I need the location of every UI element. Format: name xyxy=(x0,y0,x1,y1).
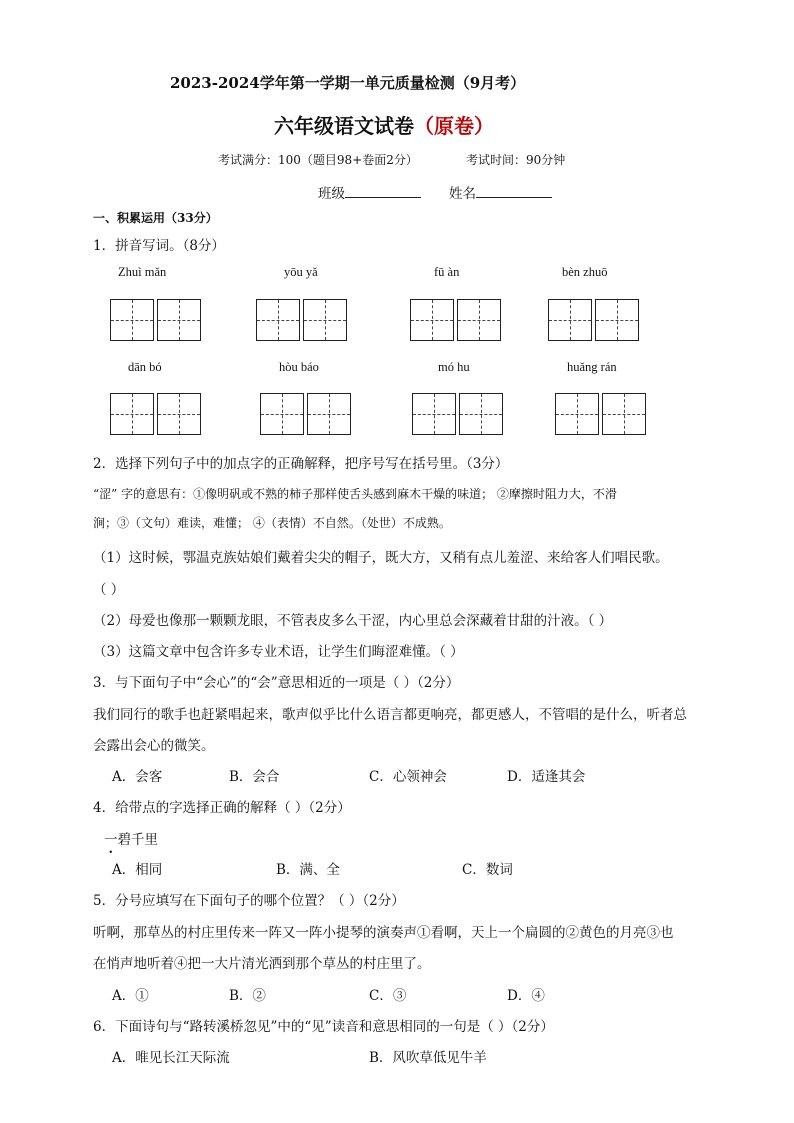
grid-cell[interactable] xyxy=(157,393,201,435)
q4-option-a[interactable]: A．相同 xyxy=(112,862,163,878)
q5-text-line1: 听啊，那草丛的村庄里传来一阵又一阵小提琴的演奏声①看啊，天上一个扁圆的②黄色的月亮③也 xyxy=(93,925,674,941)
grid-cell[interactable] xyxy=(457,299,501,341)
q2-item1: （1）这时候，鄂温克族姑娘们戴着尖尖的帽子，既大方，又稍有点儿羞涩、来给客人们唱民歌。 xyxy=(93,550,669,566)
dotted-character: 一 xyxy=(104,832,118,848)
grid-cell[interactable] xyxy=(307,393,351,435)
q3-option-a[interactable]: A．会客 xyxy=(112,769,163,785)
q4-option-c[interactable]: C．数词 xyxy=(462,862,513,878)
grid-cell[interactable] xyxy=(256,299,300,341)
grid-cell[interactable] xyxy=(459,393,503,435)
grid-cell[interactable] xyxy=(602,393,646,435)
name-label: 姓名 xyxy=(449,186,476,202)
q3-option-d[interactable]: D．适逢其会 xyxy=(507,769,586,785)
pinyin: hòu báo xyxy=(279,360,319,374)
q5-option-b[interactable]: B．② xyxy=(229,988,266,1004)
q2-meanings-line2: 涧；③（文句）难读，难懂； ④（表情）不自然。（处世）不成熟。 xyxy=(93,516,451,530)
q3-option-b[interactable]: B．会合 xyxy=(229,769,280,785)
answer-grid[interactable] xyxy=(260,393,351,435)
q6-option-b[interactable]: B．风吹草低见牛羊 xyxy=(369,1050,487,1066)
q1-stem: 1．拼音写词。（8分） xyxy=(93,238,225,254)
pinyin: mó hu xyxy=(438,360,470,374)
q4-word xyxy=(104,828,158,848)
class-blank[interactable] xyxy=(345,183,421,198)
grid-cell[interactable] xyxy=(157,299,201,341)
answer-grid[interactable] xyxy=(256,299,347,341)
q5-text-line2: 在悄声地听着④把一大片清光洒到那个草丛的村庄里了。 xyxy=(93,956,431,972)
pinyin: bèn zhuō xyxy=(562,265,608,279)
q5-option-c[interactable]: C．③ xyxy=(369,988,407,1004)
q5-stem: 5．分号应填写在下面句子的哪个位置？（ ）（2分） xyxy=(93,893,405,909)
score-info: 考试满分：100（题目98+卷面2分） xyxy=(218,153,418,167)
paper-title-tag: （原卷） xyxy=(414,114,494,138)
grid-cell[interactable] xyxy=(110,393,154,435)
answer-grid[interactable] xyxy=(410,299,501,341)
exam-title: 2023-2024学年第一学期一单元质量检测（9月考） xyxy=(170,74,526,92)
q4-option-b[interactable]: B．满、全 xyxy=(276,862,340,878)
q2-stem: 2．选择下列句子中的加点字的正确解释，把序号写在括号里。（3分） xyxy=(93,456,509,472)
q3-option-c[interactable]: C．心领神会 xyxy=(369,769,447,785)
answer-grid[interactable] xyxy=(412,393,503,435)
grid-cell[interactable] xyxy=(260,393,304,435)
q2-item1-answer[interactable]: （ ） xyxy=(93,582,125,598)
answer-grid[interactable] xyxy=(110,393,201,435)
q6-option-a[interactable]: A．唯见长江天际流 xyxy=(112,1050,230,1066)
q3-text-line1: 我们同行的歌手也赶紧唱起来，歌声似乎比什么语言都更响亮，都更感人，不管唱的是什么，听者总 xyxy=(93,707,687,723)
answer-grid[interactable] xyxy=(555,393,646,435)
answer-grid[interactable] xyxy=(110,299,201,341)
pinyin: fū àn xyxy=(434,265,460,279)
grid-cell[interactable] xyxy=(595,299,639,341)
paper-title-main: 六年级语文试卷 xyxy=(274,114,414,138)
q2-item2: （2）母爱也像那一颗颗龙眼，不管表皮多么干涩，内心里总会深藏着甘甜的汁液。（ ） xyxy=(93,613,613,629)
time-info: 考试时间：90分钟 xyxy=(466,153,566,167)
grid-cell[interactable] xyxy=(412,393,456,435)
grid-cell[interactable] xyxy=(410,299,454,341)
pinyin: yōu yǎ xyxy=(284,265,318,279)
pinyin: Zhuì mǎn xyxy=(118,265,167,279)
q4-word-rest: 碧千里 xyxy=(117,832,158,848)
q2-item3: （3）这篇文章中包含许多专业术语，让学生们晦涩难懂。（ ） xyxy=(93,644,464,660)
q5-option-a[interactable]: A．① xyxy=(112,988,149,1004)
name-blank[interactable] xyxy=(476,183,552,198)
class-label: 班级 xyxy=(318,186,345,202)
grid-cell[interactable] xyxy=(555,393,599,435)
q3-stem: 3．与下面句子中“会心”的“会”意思相近的一项是（ ）（2分） xyxy=(93,675,460,691)
answer-grid[interactable] xyxy=(548,299,639,341)
pinyin: huǎng rán xyxy=(567,360,617,374)
grid-cell[interactable] xyxy=(110,299,154,341)
class-field xyxy=(318,182,421,202)
section-title: 一、积累运用（33分） xyxy=(93,211,218,225)
q2-meanings-line1: “涩” 字的意思有：①像明矾或不熟的柿子那样使舌头感到麻木干燥的味道； ②摩擦时阻力大，不滑 xyxy=(93,487,617,501)
grid-cell[interactable] xyxy=(303,299,347,341)
q5-option-d[interactable]: D．④ xyxy=(507,988,545,1004)
pinyin: dān bó xyxy=(128,360,162,374)
grid-cell[interactable] xyxy=(548,299,592,341)
q4-stem: 4．给带点的字选择正确的解释（ ）（2分） xyxy=(93,800,351,816)
paper-title xyxy=(274,110,494,139)
q3-text-line2: 会露出会心的微笑。 xyxy=(93,738,215,754)
name-field xyxy=(449,182,552,202)
q6-stem: 6．下面诗句与“路转溪桥忽见”中的“见”读音和意思相同的一句是（ ）（2分） xyxy=(93,1019,554,1035)
